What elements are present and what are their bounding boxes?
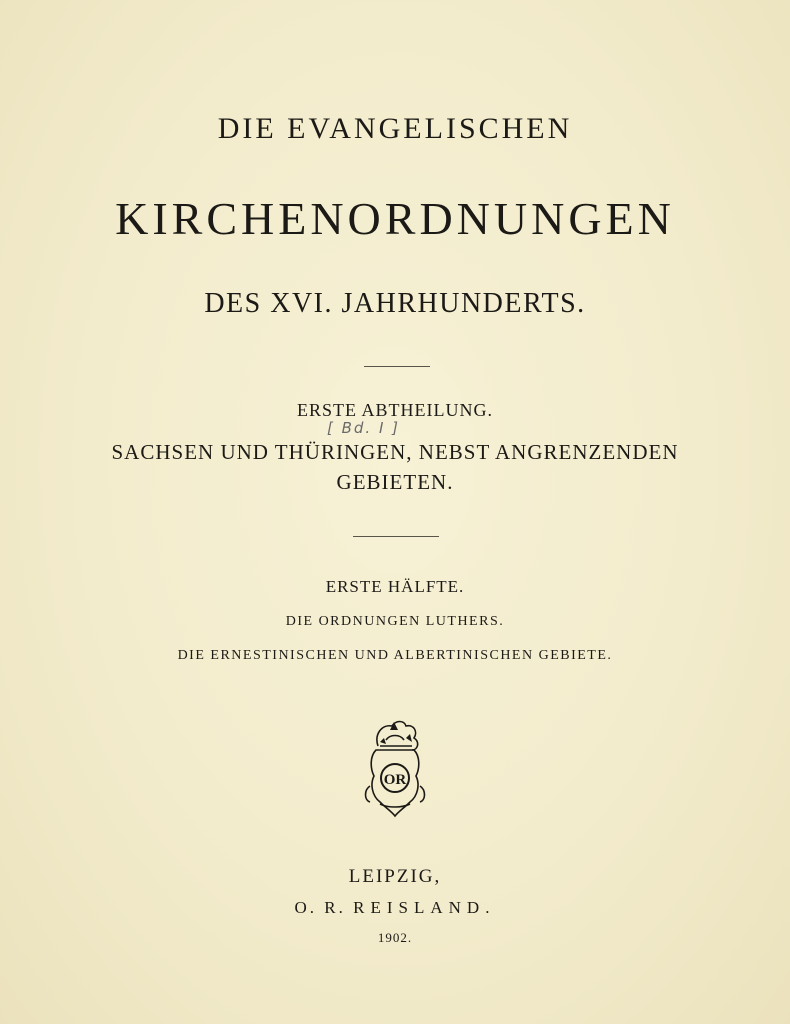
imprint-year: 1902. bbox=[377, 930, 413, 945]
divider-rule-middle bbox=[353, 536, 439, 537]
title-line-2: KIRCHENORDNUNGEN bbox=[115, 193, 675, 244]
subject-line-1: SACHSEN UND THÜRINGEN, NEBST ANGRENZENDEN bbox=[111, 440, 679, 464]
half-label: ERSTE HÄLFTE. bbox=[325, 577, 465, 596]
publisher-name: REISLAND. bbox=[353, 898, 496, 917]
subject-line-2: GEBIETEN. bbox=[336, 470, 454, 494]
title-line-3: DES XVI. JAHRHUNDERTS. bbox=[204, 288, 586, 319]
crest-monogram: OR bbox=[383, 772, 407, 788]
publisher-crest-icon bbox=[356, 716, 434, 820]
title-line-1: DIE EVANGELISCHEN bbox=[217, 112, 573, 145]
contents-line-1: DIE ORDNUNGEN LUTHERS. bbox=[285, 614, 505, 629]
handwritten-volume-note: [ Bd. I ] bbox=[327, 419, 401, 437]
division-label: ERSTE ABTHEILUNG. bbox=[297, 400, 493, 420]
divider-rule-top bbox=[364, 366, 430, 367]
contents-line-2: DIE ERNESTINISCHEN UND ALBERTINISCHEN GEBIETE. bbox=[177, 648, 613, 663]
publisher-initials: O. R. bbox=[294, 898, 346, 917]
imprint-city: LEIPZIG, bbox=[348, 866, 442, 887]
imprint-publisher bbox=[0, 898, 790, 918]
